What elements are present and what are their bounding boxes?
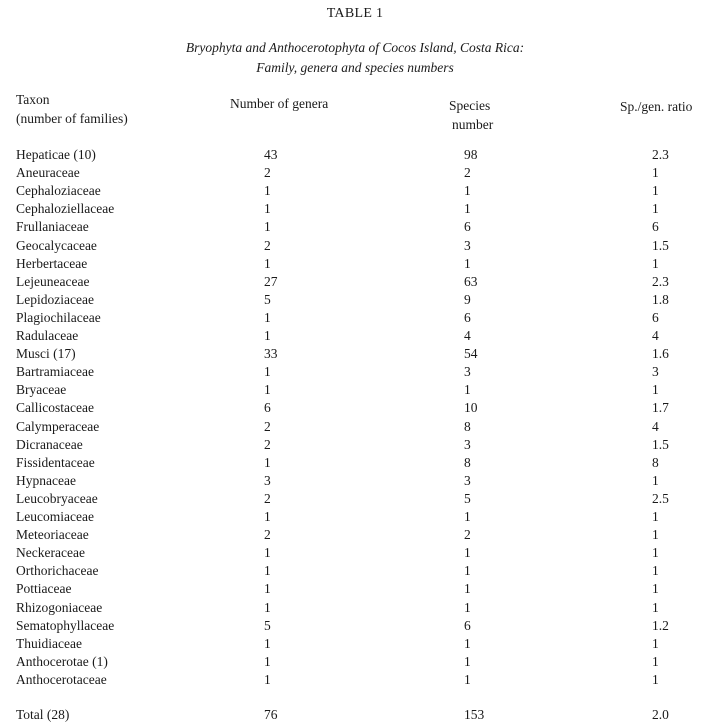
row-genera-cell: 2 bbox=[264, 490, 271, 506]
row-species-cell: 63 bbox=[464, 273, 478, 289]
row-taxon-cell: Pottiaceae bbox=[16, 581, 72, 597]
row-ratio-cell: 6 bbox=[652, 309, 659, 325]
row-taxon-cell: Leucobryaceae bbox=[16, 490, 98, 506]
row-ratio-cell: 1 bbox=[652, 509, 659, 524]
row-genera-cell: 1 bbox=[264, 328, 271, 343]
row-ratio-cell: 1.7 bbox=[652, 400, 669, 416]
table-caption-line2: Family, genera and species numbers bbox=[256, 60, 454, 75]
row-species-cell: 1 bbox=[464, 382, 471, 398]
row-ratio-cell: 3 bbox=[652, 364, 659, 380]
row-genera-cell: 2 bbox=[264, 436, 271, 452]
row-genera-cell: 1 bbox=[264, 653, 271, 669]
row-genera-cell: 43 bbox=[264, 147, 278, 162]
row-ratio-cell: 1.5 bbox=[652, 436, 669, 452]
row-species-cell: 4 bbox=[464, 328, 471, 343]
row-ratio-cell: 1 bbox=[652, 563, 659, 579]
row-ratio-cell: 4 bbox=[652, 328, 659, 343]
row-species-cell: 1 bbox=[464, 545, 471, 561]
row-genera-cell: 1 bbox=[264, 635, 271, 651]
row-ratio-cell: 1.8 bbox=[652, 291, 669, 307]
row-genera-cell: 27 bbox=[264, 273, 278, 289]
row-genera-cell: 1 bbox=[264, 599, 271, 615]
row-genera-cell: 3 bbox=[264, 472, 271, 488]
row-ratio-cell: 1 bbox=[652, 165, 659, 181]
row-genera-cell: 1 bbox=[264, 563, 271, 579]
row-genera-cell: 1 bbox=[264, 183, 271, 199]
row-genera-cell: 1 bbox=[264, 454, 271, 470]
row-species-cell: 9 bbox=[464, 291, 471, 307]
row-taxon-cell: Neckeraceae bbox=[16, 545, 85, 561]
total-genera-cell: 76 bbox=[264, 707, 278, 722]
row-species-cell: 10 bbox=[464, 400, 478, 416]
row-ratio-cell: 1.5 bbox=[652, 237, 669, 253]
row-species-cell: 3 bbox=[464, 472, 471, 488]
row-taxon-cell: Rhizogoniaceae bbox=[16, 599, 103, 615]
row-taxon-cell: Cephaloziaceae bbox=[16, 183, 101, 199]
row-genera-cell: 1 bbox=[264, 671, 271, 687]
table-caption-line1: Bryophyta and Anthocerotophyta of Cocos Island, Costa Rica: bbox=[185, 40, 525, 55]
row-genera-cell: 6 bbox=[264, 400, 271, 416]
row-genera-cell: 2 bbox=[264, 237, 271, 253]
row-taxon-cell: Dicranaceae bbox=[16, 436, 83, 452]
row-ratio-cell: 1 bbox=[652, 653, 659, 669]
row-genera-cell: 1 bbox=[264, 309, 271, 325]
row-genera-cell: 1 bbox=[264, 509, 271, 524]
header-taxon-line1: Taxon bbox=[16, 92, 50, 107]
header-ratio: Sp./gen. ratio bbox=[620, 99, 693, 114]
total-taxon-cell: Total (28) bbox=[16, 707, 70, 722]
row-ratio-cell: 1.6 bbox=[652, 346, 669, 362]
row-genera-cell: 1 bbox=[264, 581, 271, 597]
row-taxon-cell: Anthocerotae (1) bbox=[16, 653, 108, 669]
row-ratio-cell: 1 bbox=[652, 545, 659, 561]
row-ratio-cell: 2.5 bbox=[652, 490, 669, 506]
row-species-cell: 3 bbox=[464, 237, 471, 253]
row-genera-cell: 1 bbox=[264, 382, 271, 398]
row-genera-cell: 1 bbox=[264, 545, 271, 561]
row-taxon-cell: Anthocerotaceae bbox=[16, 671, 107, 687]
row-species-cell: 6 bbox=[464, 219, 471, 235]
row-species-cell: 6 bbox=[464, 617, 471, 633]
row-species-cell: 2 bbox=[464, 165, 471, 181]
row-taxon-cell: Leucomiaceae bbox=[16, 509, 94, 524]
row-taxon-cell: Bartramiaceae bbox=[16, 364, 94, 380]
row-species-cell: 98 bbox=[464, 147, 478, 162]
row-taxon-cell: Thuidiaceae bbox=[16, 635, 82, 651]
row-ratio-cell: 4 bbox=[652, 418, 659, 434]
row-ratio-cell: 1 bbox=[652, 671, 659, 687]
row-taxon-cell: Radulaceae bbox=[16, 328, 79, 343]
row-genera-cell: 1 bbox=[264, 201, 271, 217]
row-species-cell: 6 bbox=[464, 309, 471, 325]
row-ratio-cell: 1 bbox=[652, 183, 659, 199]
row-genera-cell: 2 bbox=[264, 418, 271, 434]
row-species-cell: 3 bbox=[464, 436, 471, 452]
row-genera-cell: 5 bbox=[264, 617, 271, 633]
row-species-cell: 1 bbox=[464, 183, 471, 199]
row-taxon-cell: Geocalycaceae bbox=[16, 237, 97, 253]
row-ratio-cell: 2.3 bbox=[652, 147, 669, 162]
row-ratio-cell: 1 bbox=[652, 599, 659, 615]
row-species-cell: 1 bbox=[464, 201, 471, 217]
row-taxon-cell: Hepaticae (10) bbox=[16, 147, 96, 162]
row-species-cell: 5 bbox=[464, 490, 471, 506]
row-taxon-cell: Orthorichaceae bbox=[16, 563, 99, 579]
row-ratio-cell: 1 bbox=[652, 581, 659, 597]
row-genera-cell: 1 bbox=[264, 364, 271, 380]
row-taxon-cell: Cephaloziellaceae bbox=[16, 201, 115, 217]
row-genera-cell: 1 bbox=[264, 255, 271, 271]
row-ratio-cell: 2.3 bbox=[652, 273, 669, 289]
row-species-cell: 1 bbox=[464, 635, 471, 651]
row-species-cell: 1 bbox=[464, 671, 471, 687]
header-genera: Number of genera bbox=[230, 96, 329, 111]
row-taxon-cell: Frullaniaceae bbox=[16, 219, 89, 235]
row-ratio-cell: 8 bbox=[652, 454, 659, 470]
row-species-cell: 8 bbox=[464, 418, 471, 434]
row-taxon-cell: Sematophyllaceae bbox=[16, 617, 115, 633]
row-taxon-cell: Herbertaceae bbox=[16, 255, 88, 271]
row-species-cell: 1 bbox=[464, 255, 471, 271]
row-ratio-cell: 1 bbox=[652, 201, 659, 217]
row-genera-cell: 2 bbox=[264, 165, 271, 181]
row-species-cell: 1 bbox=[464, 599, 471, 615]
row-species-cell: 1 bbox=[464, 509, 471, 524]
row-species-cell: 1 bbox=[464, 653, 471, 669]
row-species-cell: 1 bbox=[464, 581, 471, 597]
row-ratio-cell: 1 bbox=[652, 635, 659, 651]
row-ratio-cell: 1 bbox=[652, 472, 659, 488]
row-taxon-cell: Aneuraceae bbox=[16, 165, 80, 181]
header-species-line1: Species bbox=[449, 98, 491, 113]
row-taxon-cell: Calymperaceae bbox=[16, 418, 100, 434]
total-species-cell: 153 bbox=[464, 707, 485, 722]
row-genera-cell: 5 bbox=[264, 291, 271, 307]
row-genera-cell: 1 bbox=[264, 219, 271, 235]
row-ratio-cell: 1 bbox=[652, 527, 659, 543]
row-taxon-cell: Lejeuneaceae bbox=[16, 273, 90, 289]
row-ratio-cell: 1 bbox=[652, 255, 659, 271]
row-taxon-cell: Lepidoziaceae bbox=[16, 291, 94, 307]
row-ratio-cell: 1 bbox=[652, 382, 659, 398]
row-taxon-cell: Meteoriaceae bbox=[16, 527, 89, 543]
header-species-line2: number bbox=[452, 117, 494, 132]
row-ratio-cell: 1.2 bbox=[652, 617, 669, 633]
table-label: TABLE 1 bbox=[326, 6, 384, 21]
row-species-cell: 2 bbox=[464, 527, 471, 543]
header-taxon-line2: (number of families) bbox=[16, 111, 128, 126]
row-species-cell: 1 bbox=[464, 563, 471, 579]
row-taxon-cell: Callicostaceae bbox=[16, 400, 94, 416]
row-species-cell: 8 bbox=[464, 454, 471, 470]
row-taxon-cell: Bryaceae bbox=[16, 382, 67, 398]
row-species-cell: 54 bbox=[464, 346, 478, 362]
row-ratio-cell: 6 bbox=[652, 219, 659, 235]
total-ratio-cell: 2.0 bbox=[652, 707, 669, 722]
row-taxon-cell: Musci (17) bbox=[16, 346, 76, 362]
row-taxon-cell: Fissidentaceae bbox=[16, 454, 95, 470]
row-taxon-cell: Hypnaceae bbox=[16, 472, 76, 488]
row-genera-cell: 33 bbox=[264, 346, 278, 362]
row-genera-cell: 2 bbox=[264, 527, 271, 543]
row-taxon-cell: Plagiochilaceae bbox=[16, 309, 101, 325]
row-species-cell: 3 bbox=[464, 364, 471, 380]
